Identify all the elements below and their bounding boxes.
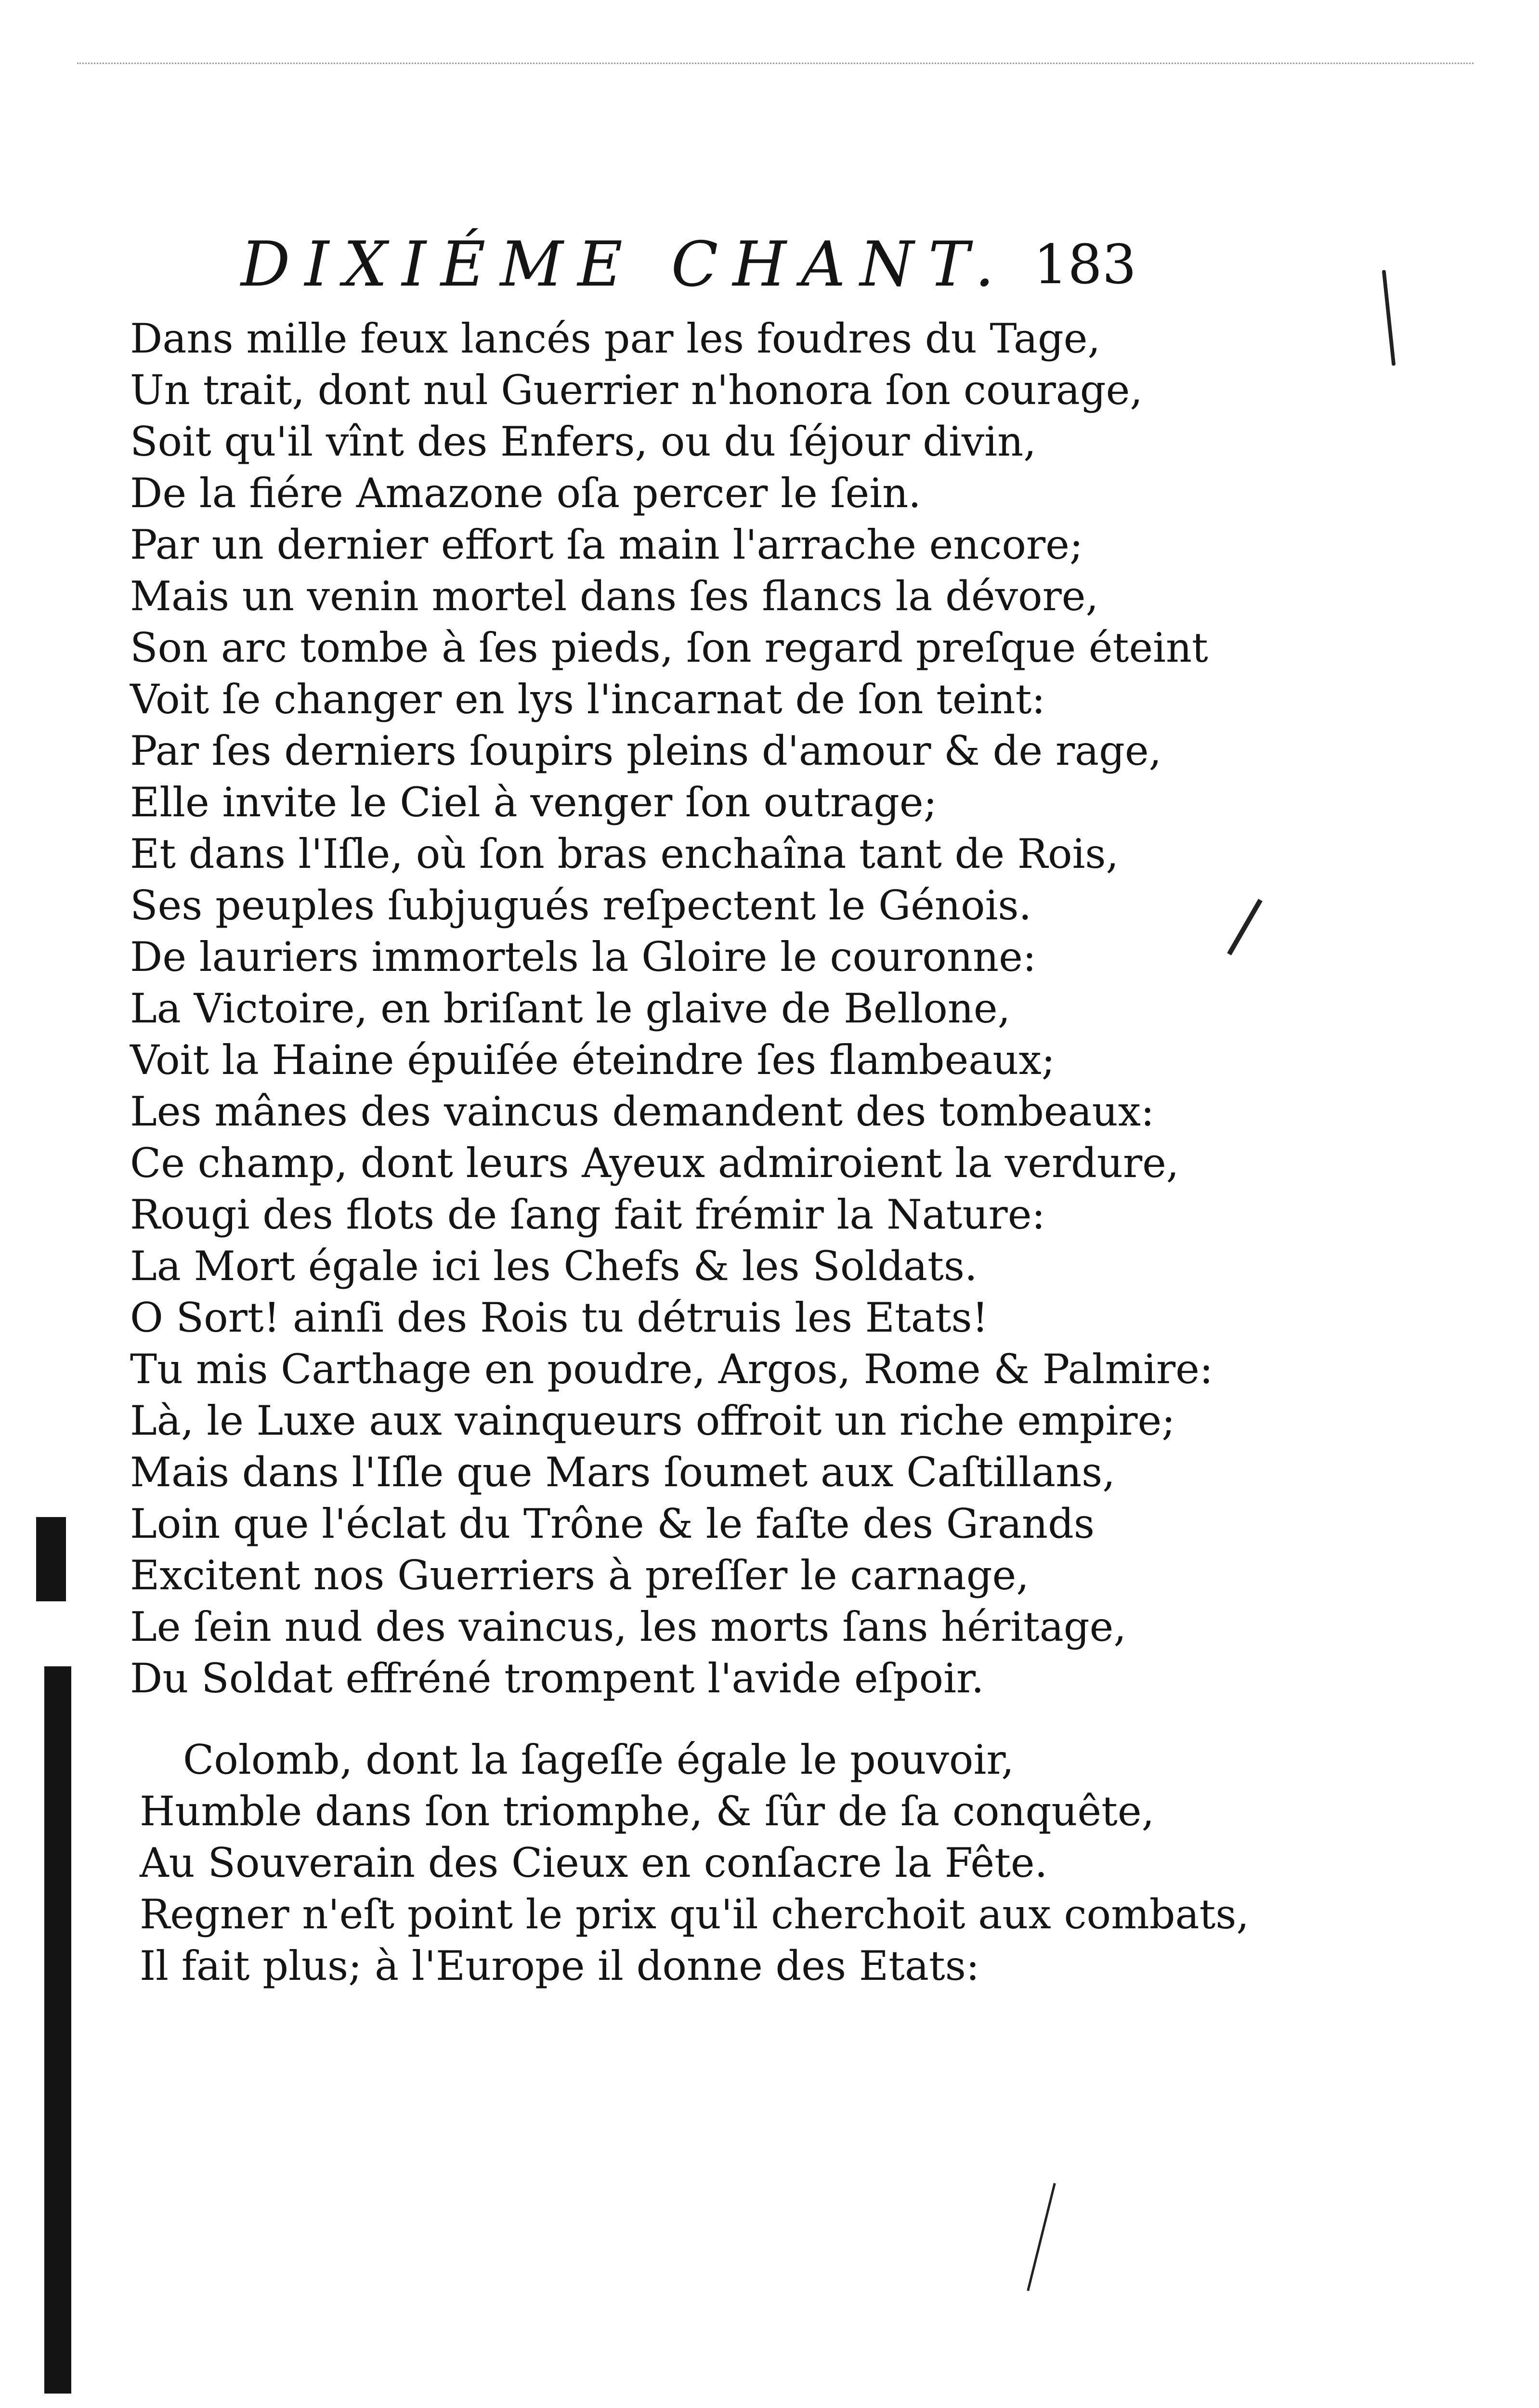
scan-noise — [77, 63, 1474, 64]
ink-scratch — [1382, 270, 1396, 366]
verse-line: Excitent nos Guerriers à preſſer le carnage, — [130, 1552, 1029, 1599]
ink-scratch — [1027, 2183, 1056, 2291]
stanza — [130, 313, 1213, 1704]
verse-line: Par un dernier effort ſa main l'arrache encore; — [130, 521, 1083, 568]
ink-scratch — [1227, 899, 1263, 955]
verse-line: Voit ſe changer en lys l'incarnat de ſon teint: — [130, 676, 1045, 723]
verse-line: O Sort! ainſi des Rois tu détruis les Etats! — [130, 1294, 989, 1341]
verse-line: Regner n'eſt point le prix qu'il cherchoit aux combats, — [140, 1891, 1250, 1938]
verse-line: La Victoire, en briſant le glaive de Bellone, — [130, 985, 1011, 1032]
verse-line: Rougi des flots de ſang fait frémir la Nature: — [130, 1191, 1045, 1238]
verse-line: Par ſes derniers ſoupirs pleins d'amour & de rage, — [130, 727, 1162, 774]
verse-line: Son arc tombe à ſes pieds, ſon regard preſque éteint — [130, 624, 1208, 671]
verse-line: De lauriers immortels la Gloire le couronne: — [130, 933, 1037, 981]
page-number: 183 — [1033, 234, 1136, 296]
verse-line: Là, le Luxe aux vainqueurs offroit un riche empire; — [130, 1397, 1175, 1444]
verse-line: Soit qu'il vînt des Enfers, ou du ſéjour divin, — [130, 418, 1036, 465]
verse-line: Il fait plus; à l'Europe il donne des Etats: — [140, 1942, 980, 1989]
verse-line: Tu mis Carthage en poudre, Argos, Rome & Palmire: — [130, 1346, 1213, 1393]
verse-line: Les mânes des vaincus demandent des tombeaux: — [130, 1088, 1155, 1135]
verse-line: Voit la Haine épuiſée éteindre ſes flambeaux; — [130, 1036, 1056, 1084]
verse-line: Dans mille feux lancés par les foudres du Tage, — [130, 315, 1101, 362]
verse-line: Mais un venin mortel dans ſes flancs la dévore, — [130, 573, 1099, 620]
verse-line: Humble dans ſon triomphe, & ſûr de ſa conquête, — [140, 1788, 1155, 1835]
page-header — [125, 226, 1136, 303]
scan-edge-mark — [44, 1666, 71, 2394]
verse-line: Colomb, dont la ſageſſe égale le pouvoir, — [183, 1736, 1014, 1783]
verse-line: Ses peuples ſubjugués reſpectent le Génois. — [130, 882, 1032, 929]
verse-line: Le ſein nud des vaincus, les morts ſans héritage, — [130, 1603, 1127, 1650]
verse-line: La Mort égale ici les Chefs & les Soldats. — [130, 1243, 978, 1290]
verse-line: Mais dans l'Iſle que Mars ſoumet aux Caſtillans, — [130, 1449, 1115, 1496]
verse-line: Un trait, dont nul Guerrier n'honora ſon courage, — [130, 366, 1143, 414]
verse-line: Au Souverain des Cieux en conſacre la Fête. — [140, 1839, 1048, 1886]
scan-edge-mark — [36, 1517, 66, 1601]
stanza — [130, 1734, 1250, 1992]
poem-text — [130, 313, 1250, 1992]
running-head: DIXIÉME CHANT. — [241, 229, 1009, 301]
verse-line: Elle invite le Ciel à venger ſon outrage; — [130, 779, 937, 826]
verse-line: Ce champ, dont leurs Ayeux admiroient la verdure, — [130, 1139, 1179, 1187]
verse-line: Du Soldat effréné trompent l'avide eſpoir. — [130, 1655, 984, 1702]
verse-line: De la fiére Amazone oſa percer le ſein. — [130, 470, 921, 517]
verse-line: Et dans l'Iſle, où ſon bras enchaîna tant de Rois, — [130, 830, 1119, 877]
verse-line: Loin que l'éclat du Trône & le faſte des Grands — [130, 1500, 1095, 1547]
